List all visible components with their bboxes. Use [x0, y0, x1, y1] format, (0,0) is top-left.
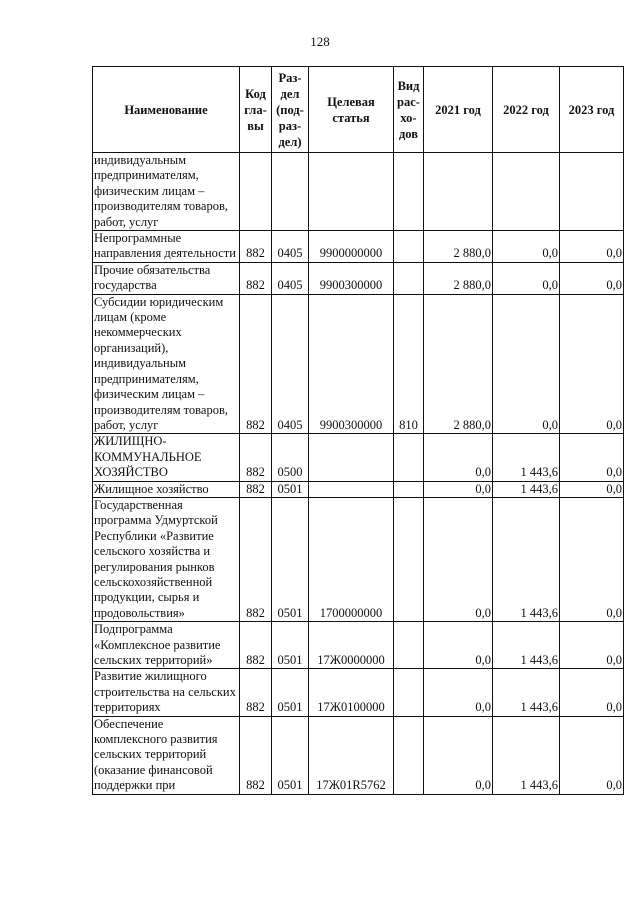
cell-section: 0501	[272, 497, 309, 621]
cell-name: Прочие обязательства государства	[93, 262, 240, 294]
cell-name: Субсидии юридическим лицам (кроме некоммерческих организаций), индивидуальным предпринимателям, физическим лицам – производителям товаров, работ, услуг	[93, 294, 240, 434]
table-row	[93, 262, 624, 294]
cell-year-2023: 0,0	[560, 262, 624, 294]
cell-expense-type	[394, 669, 424, 716]
cell-year-2023: 0,0	[560, 622, 624, 669]
cell-name: Непрограммные направления деятельности	[93, 231, 240, 263]
cell-chapter: 882	[240, 622, 272, 669]
table-row	[93, 622, 624, 669]
cell-year-2021: 0,0	[424, 434, 493, 481]
cell-year-2021: 0,0	[424, 497, 493, 621]
cell-article	[309, 481, 394, 497]
cell-article	[309, 434, 394, 481]
cell-name: Подпрограмма «Комплексное развитие сельских территорий»	[93, 622, 240, 669]
cell-year-2023: 0,0	[560, 294, 624, 434]
cell-year-2023: 0,0	[560, 231, 624, 263]
cell-year-2023: 0,0	[560, 481, 624, 497]
cell-year-2021: 0,0	[424, 622, 493, 669]
cell-name: индивидуальным предпринимателям, физическим лицам – производителям товаров, работ, услуг	[93, 153, 240, 231]
cell-year-2021: 2 880,0	[424, 294, 493, 434]
cell-chapter: 882	[240, 716, 272, 794]
cell-chapter: 882	[240, 434, 272, 481]
cell-year-2023: 0,0	[560, 669, 624, 716]
cell-name: Государственная программа Удмуртской Республики «Развитие сельского хозяйства и регулирования рынков сельскохозяйственной продукции, сырья и продовольствия»	[93, 497, 240, 621]
cell-chapter: 882	[240, 497, 272, 621]
page-number: 128	[310, 34, 330, 49]
cell-expense-type: 810	[394, 294, 424, 434]
cell-year-2022: 0,0	[493, 231, 560, 263]
cell-year-2023: 0,0	[560, 716, 624, 794]
cell-year-2022: 1 443,6	[493, 497, 560, 621]
cell-year-2022: 1 443,6	[493, 481, 560, 497]
table-row	[93, 669, 624, 716]
cell-chapter: 882	[240, 294, 272, 434]
cell-expense-type	[394, 262, 424, 294]
cell-year-2021: 0,0	[424, 481, 493, 497]
cell-year-2022: 1 443,6	[493, 434, 560, 481]
cell-section: 0405	[272, 262, 309, 294]
cell-article	[309, 153, 394, 231]
cell-article: 9900300000	[309, 294, 394, 434]
cell-year-2023: 0,0	[560, 497, 624, 621]
table-row	[93, 481, 624, 497]
cell-name: Жилищное хозяйство	[93, 481, 240, 497]
cell-year-2023	[560, 153, 624, 231]
table-row	[93, 497, 624, 621]
header-year-2022: 2022 год	[493, 67, 560, 153]
cell-section: 0500	[272, 434, 309, 481]
cell-article: 1700000000	[309, 497, 394, 621]
cell-chapter: 882	[240, 481, 272, 497]
table-row	[93, 231, 624, 263]
header-year-2023: 2023 год	[560, 67, 624, 153]
cell-chapter: 882	[240, 262, 272, 294]
cell-section: 0405	[272, 294, 309, 434]
cell-expense-type	[394, 231, 424, 263]
table-row	[93, 153, 624, 231]
cell-year-2021: 0,0	[424, 669, 493, 716]
cell-section: 0501	[272, 669, 309, 716]
header-year-2021: 2021 год	[424, 67, 493, 153]
cell-year-2023: 0,0	[560, 434, 624, 481]
cell-section: 0405	[272, 231, 309, 263]
cell-year-2022: 0,0	[493, 262, 560, 294]
cell-expense-type	[394, 622, 424, 669]
cell-article: 9900300000	[309, 262, 394, 294]
budget-table	[92, 66, 624, 795]
cell-expense-type	[394, 434, 424, 481]
cell-section: 0501	[272, 481, 309, 497]
cell-section	[272, 153, 309, 231]
cell-year-2021: 2 880,0	[424, 262, 493, 294]
cell-article: 9900000000	[309, 231, 394, 263]
cell-year-2022: 1 443,6	[493, 669, 560, 716]
cell-section: 0501	[272, 622, 309, 669]
cell-year-2021	[424, 153, 493, 231]
cell-chapter: 882	[240, 669, 272, 716]
cell-year-2022: 1 443,6	[493, 622, 560, 669]
table-row	[93, 716, 624, 794]
cell-year-2022	[493, 153, 560, 231]
cell-year-2021: 0,0	[424, 716, 493, 794]
cell-name: Развитие жилищного строительства на сельских территориях	[93, 669, 240, 716]
cell-chapter	[240, 153, 272, 231]
cell-name: ЖИЛИЩНО-КОММУНАЛЬНОЕ ХОЗЯЙСТВО	[93, 434, 240, 481]
cell-article: 17Ж0000000	[309, 622, 394, 669]
cell-chapter: 882	[240, 231, 272, 263]
cell-year-2022: 0,0	[493, 294, 560, 434]
header-name: Наименование	[93, 67, 240, 153]
cell-article: 17Ж01R5762	[309, 716, 394, 794]
cell-year-2022: 1 443,6	[493, 716, 560, 794]
cell-expense-type	[394, 497, 424, 621]
cell-section: 0501	[272, 716, 309, 794]
cell-expense-type	[394, 481, 424, 497]
cell-article: 17Ж0100000	[309, 669, 394, 716]
header-chapter: Код гла-вы	[240, 67, 272, 153]
cell-expense-type	[394, 153, 424, 231]
cell-expense-type	[394, 716, 424, 794]
table-row	[93, 294, 624, 434]
header-section: Раз-дел (под-раз-дел)	[272, 67, 309, 153]
table-row	[93, 434, 624, 481]
header-expense-type: Вид рас-хо-дов	[394, 67, 424, 153]
header-article: Целевая статья	[309, 67, 394, 153]
cell-name: Обеспечение комплексного развития сельских территорий (оказание финансовой поддержки при	[93, 716, 240, 794]
cell-year-2021: 2 880,0	[424, 231, 493, 263]
header-row	[93, 67, 624, 153]
table-body	[93, 153, 624, 795]
